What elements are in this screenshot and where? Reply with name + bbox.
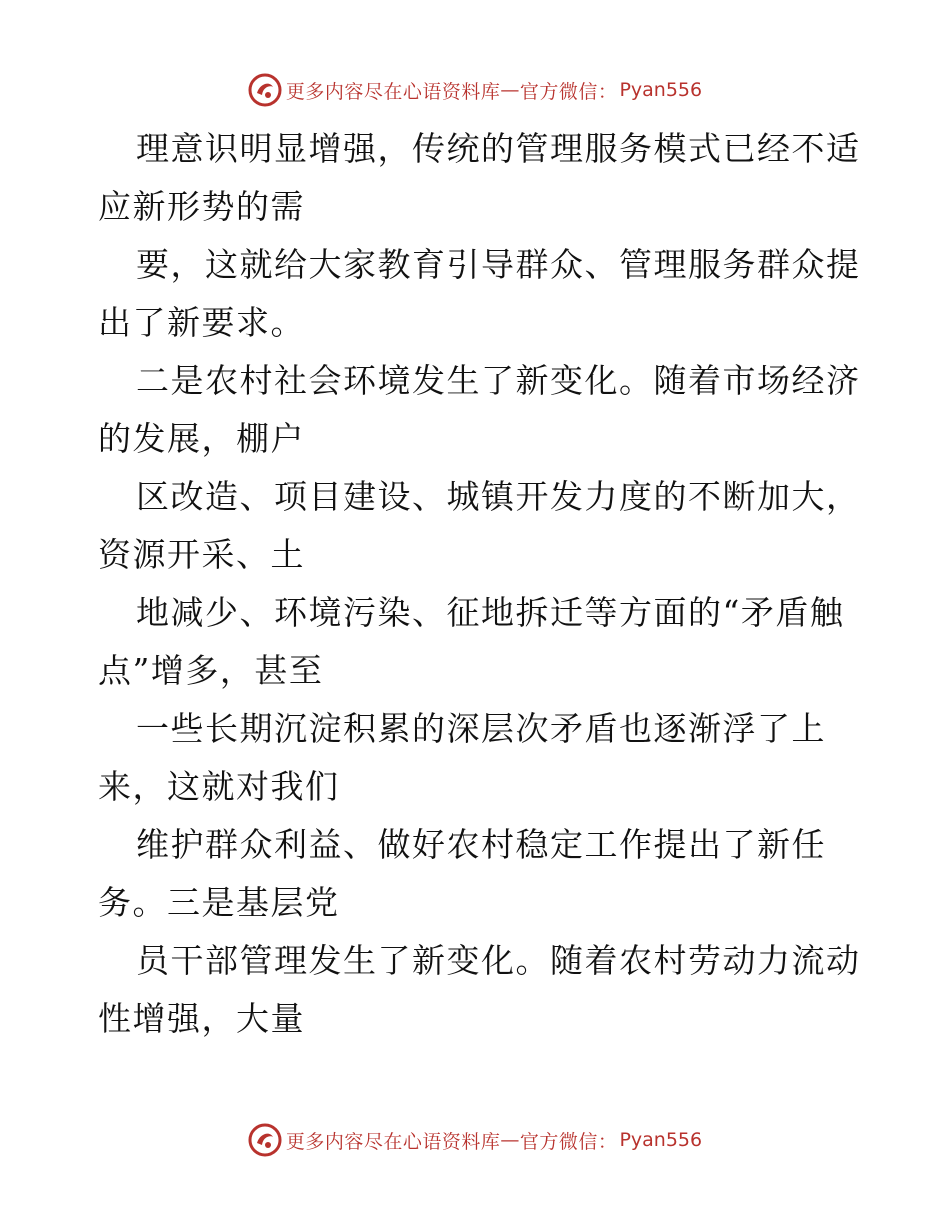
text-line: 员干部管理发生了新变化。随着农村劳动力流动 — [136, 941, 861, 980]
text-line: 来，这就对我们 — [98, 767, 340, 806]
footer-wechat-label: 官方微信： — [519, 1130, 618, 1153]
text-line: 理意识明显增强，传统的管理服务模式已经不适 — [136, 129, 861, 168]
text-line: 要，这就给大家教育引导群众、管理服务群众提 — [136, 245, 861, 284]
header-wechat-id: Pyan556 — [619, 79, 703, 101]
footer-site-text: 更多内容尽在心语资料库 — [285, 1130, 501, 1153]
text-line: 二是农村社会环境发生了新变化。随着市场经济 — [136, 361, 861, 400]
text-line: 地减少、环境污染、征地拆迁等方面的“矛盾触 — [136, 593, 845, 632]
text-line: 一些长期沉淀积累的深层次矛盾也逐渐浮了上 — [136, 709, 826, 748]
footer-banner — [0, 1120, 950, 1160]
footer-wechat-id: Pyan556 — [619, 1129, 703, 1151]
text-line: 区改造、项目建设、城镇开发力度的不断加大， — [136, 477, 861, 516]
red-swirl-logo-icon — [248, 1123, 282, 1157]
text-line: 资源开采、土 — [98, 535, 305, 574]
text-line: 维护群众利益、做好农村稳定工作提出了新任 — [136, 825, 826, 864]
header-banner — [0, 70, 950, 110]
text-line: 性增强，大量 — [98, 999, 305, 1038]
text-line: 务。三是基层党 — [98, 883, 340, 922]
header-wechat-label: 官方微信： — [519, 80, 618, 103]
footer-dash: — — [500, 1129, 520, 1151]
text-line: 应新形势的需 — [98, 187, 305, 226]
header-site-text: 更多内容尽在心语资料库 — [285, 80, 501, 103]
text-line: 出了新要求。 — [98, 303, 305, 342]
header-dash: — — [500, 79, 520, 101]
text-line: 的发展，棚户 — [98, 419, 305, 458]
document-body — [98, 120, 861, 1048]
red-swirl-logo-icon — [248, 73, 282, 107]
text-line: 点”增多，甚至 — [98, 651, 324, 690]
